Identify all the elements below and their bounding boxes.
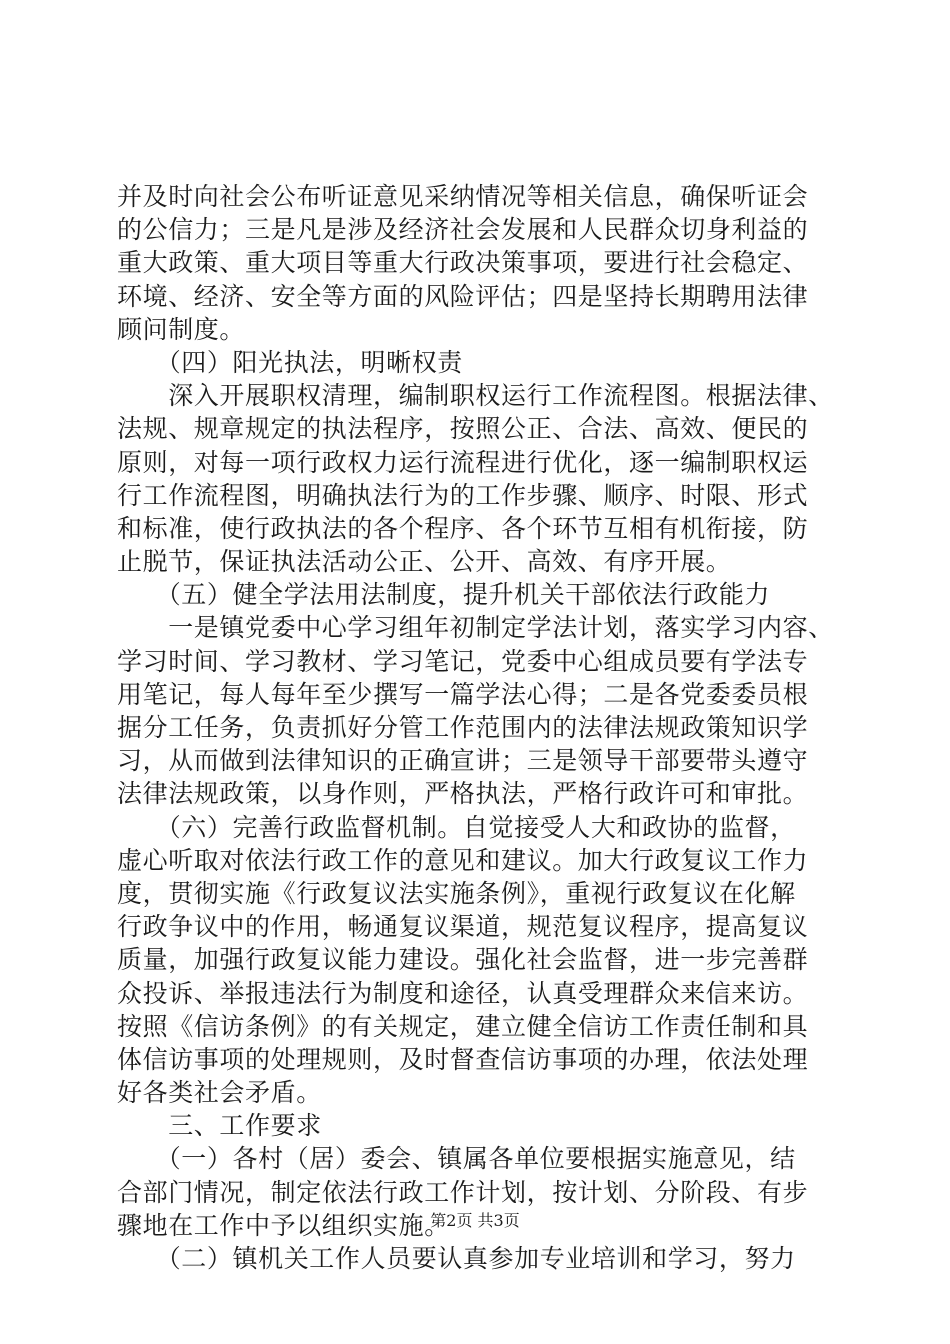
text-line: 众投诉、举报违法行为制度和途径，认真受理群众来信来访。: [117, 978, 809, 1008]
text-line: 并及时向社会公布听证意见采纳情况等相关信息，确保听证会: [117, 182, 809, 211]
text-line: （六）完善行政监督机制。自觉接受人大和政协的监督，: [117, 812, 796, 842]
text-line: 骤地在工作中予以组织实施。: [117, 1210, 450, 1240]
text-line: 据分工任务，负责抓好分管工作范围内的法律法规政策知识学: [117, 713, 809, 742]
text-line: 度，贯彻实施《行政复议法实施条例》，重视行政复议在化解: [117, 878, 796, 908]
body-text: [117, 180, 847, 1275]
text-line: 虚心听取对依法行政工作的意见和建议。加大行政复议工作力: [117, 845, 809, 875]
text-line: 按照《信访条例》的有关规定，建立健全信访工作责任制和具: [117, 1011, 809, 1041]
text-line: 原则，对每一项行政权力运行流程进行优化，逐一编制职权运: [117, 447, 809, 477]
page-footer: 第2页 共3页: [430, 1211, 520, 1230]
text-line: 好各类社会矛盾。: [117, 1078, 322, 1108]
text-line: （四）阳光执法，明晰权责: [117, 347, 463, 377]
text-line: 深入开展职权清理，编制职权运行工作流程图。根据法律、: [117, 381, 834, 411]
text-line: （五）健全学法用法制度，提升机关干部依法行政能力: [117, 580, 771, 610]
text-line: 法律法规政策，以身作则，严格执法，严格行政许可和审批。: [117, 779, 809, 809]
text-line: 用笔记，每人每年至少撰写一篇学法心得；二是各党委委员根: [117, 679, 809, 709]
text-line: 环境、经济、安全等方面的风险评估；四是坚持长期聘用法律: [117, 281, 809, 311]
text-line: 顾问制度。: [117, 314, 246, 344]
text-line: （二）镇机关工作人员要认真参加专业培训和学习，努力: [117, 1244, 796, 1273]
text-line: 和标准，使行政执法的各个程序、各个环节互相有机衔接，防: [117, 513, 809, 543]
text-line: 重大政策、重大项目等重大行政决策事项，要进行社会稳定、: [117, 248, 809, 278]
text-line: 的公信力；三是凡是涉及经济社会发展和人民群众切身利益的: [117, 215, 809, 245]
text-line: 体信访事项的处理规则，及时督查信访事项的办理，依法处理: [117, 1044, 809, 1074]
text-line: 一是镇党委中心学习组年初制定学法计划，落实学习内容、: [117, 613, 834, 643]
text-line: 行政争议中的作用，畅通复议渠道，规范复议程序，提高复议: [117, 912, 809, 942]
text-line: 质量，加强行政复议能力建设。强化社会监督，进一步完善群: [117, 945, 809, 975]
text-line: 三、工作要求: [117, 1111, 322, 1141]
text-line: 学习时间、学习教材、学习笔记，党委中心组成员要有学法专: [117, 646, 809, 676]
text-line: 行工作流程图，明确执法行为的工作步骤、顺序、时限、形式: [117, 480, 809, 510]
text-line: 合部门情况，制定依法行政工作计划，按计划、分阶段、有步: [117, 1177, 809, 1207]
text-line: 法规、规章规定的执法程序，按照公正、合法、高效、便民的: [117, 414, 809, 444]
text-line: 止脱节，保证执法活动公正、公开、高效、有序开展。: [117, 547, 732, 577]
text-line: （一）各村（居）委会、镇属各单位要根据实施意见，结: [117, 1144, 796, 1174]
text-line: 习，从而做到法律知识的正确宣讲；三是领导干部要带头遵守: [117, 746, 809, 776]
